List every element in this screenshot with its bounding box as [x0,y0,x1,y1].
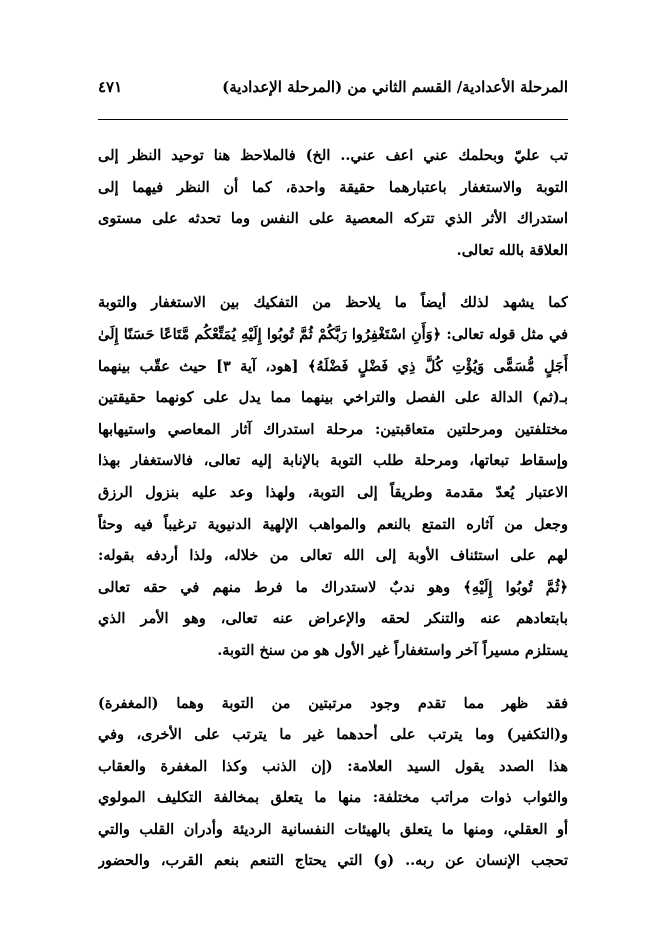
header-title: المرحلة الأعدادية/ القسم الثاني من (المرحلة الإعدادية) [222,78,568,96]
running-header [98,78,568,102]
text-line: يستلزم مسيراً آخر واستغفاراً غير الأول هو من سنخ التوبة. [217,641,568,659]
header-divider [98,119,568,120]
text-line-verse: في مثل قوله تعالى: ﴿وَأَنِ اسْتَغْفِرُوا رَبَّكُمْ ثُمَّ تُوبُوا إِلَيْهِ يُمَتِّعْكُم مَّتَاعًا حَسَنًا إِلَىٰ [98,325,568,343]
paragraph-2 [98,287,568,666]
page-number: ٤٧١ [98,78,123,96]
text-line: التوبة والاستغفار باعتبارهما حقيقة واحدة، كما أن النظر فيهما إلى [98,178,568,196]
text-line: استدراك الأثر الذي تتركه المعصية على النفس وما تحدثه على مستوى [98,210,568,228]
text-line: هذا الصدد يقول السيد العلامة: (إن الذنب وكذا المغفرة والعقاب [98,757,568,775]
text-line-verse: ﴿ثُمَّ تُوبُوا إِلَيْهِ﴾ وهو ندبٌ لاستدراك ما فرط منهم في حقه تعالى [98,578,568,596]
text-line: وإسقاط تبعاتها، ومرحلة طلب التوبة بالإنابة إليه تعالى، فالاستغفار بهذا [98,452,568,470]
paragraph-spacer [98,266,568,287]
text-line: كما يشهد لذلك أيضاً ما يلاحظ من التفكيك بين الاستغفار والتوبة [98,294,568,312]
text-line: وجعل من آثاره التمتع بالنعم والمواهب الإلهية الدنيوية ترغيباً فيه وحثاً [98,515,568,533]
text-line: العلاقة بالله تعالى. [456,241,568,259]
paragraph-spacer [98,667,568,688]
text-line-verse: أَجَلٍ مُّسَمًّى وَيُؤْتِ كُلَّ ذِي فَضْلٍ فَضْلَهُ﴾ [هود، آية ٣] حيث عقّب بينهما [98,357,568,375]
text-line: والثواب ذوات مراتب مختلفة: منها ما يتعلق بمخالفة التكليف المولوي [98,789,568,807]
text-line: أو العقلي، ومنها ما يتعلق بالهيئات النفسانية الرديئة وأدران القلب والتي [98,820,568,838]
text-line: و(التكفير) وما يترتب على أحدهما غير ما يترتب على الأخرى، وفي [98,726,568,744]
text-line: مختلفتين ومرحلتين متعاقبتين: مرحلة استدراك آثار المعاصي واستيهابها [98,420,568,438]
text-line: الاعتبار يُعدّ مقدمة وطريقاً إلى التوبة، ولهذا وعد عليه بنزول الرزق [98,483,568,501]
text-line: تب عليّ وبحلمك عني اعف عني.. الخ) فالملاحظ هنا توحيد النظر إلى [98,147,568,164]
text-line: فقد ظهر مما تقدم وجود مرتبتين من التوبة وهما (المغفرة) [98,694,568,712]
body-text [98,140,568,877]
text-line: بـ(ثم) الدالة على الفصل والتراخي بينهما مما يدل على كونهما حقيقتين [98,389,568,407]
paragraph-3 [98,688,568,878]
paragraph-1 [98,140,568,266]
text-line: بابتعادهم عنه والتنكر لحقه والإعراض عنه تعالى، وهو الأمر الذي [98,610,568,628]
text-line: تحجب الإنسان عن ربه.. (و) التي يحتاج التنعم بنعم القرب، والحضور [98,852,568,870]
text-line: لهم على استئناف الأوبة إلى الله تعالى من خلاله، ولذا أردفه بقوله: [98,547,568,565]
